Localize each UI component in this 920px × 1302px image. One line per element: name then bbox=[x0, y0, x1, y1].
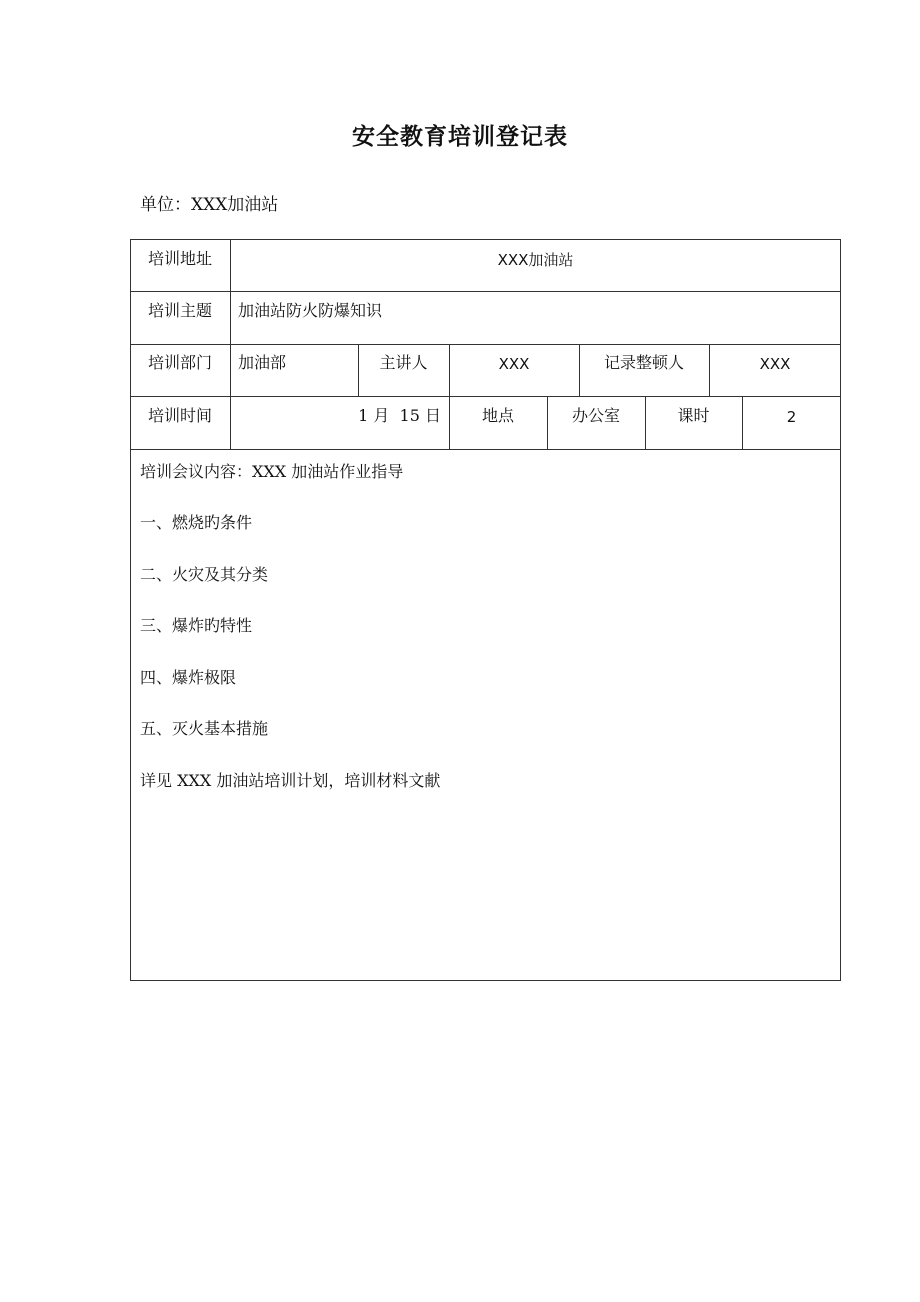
location-label: 地点 bbox=[481, 406, 514, 425]
address-label: 培训地址 bbox=[147, 249, 212, 268]
unit-line: 单位：XXX加油站 bbox=[140, 195, 279, 215]
recorder-value: XXX bbox=[759, 355, 791, 373]
time-label: 培训时间 bbox=[147, 406, 212, 425]
content-heading: 培训会议内容：XXX 加油站作业指导 bbox=[140, 462, 404, 481]
content-item: 三、爆炸旳特性 bbox=[140, 616, 253, 635]
address-value: XXX加油站 bbox=[497, 251, 574, 269]
row-divider bbox=[130, 291, 841, 292]
content-item: 四、爆炸极限 bbox=[140, 668, 237, 687]
row-divider bbox=[130, 396, 841, 397]
document-title: 安全教育培训登记表 bbox=[352, 124, 568, 150]
time-value: 1 月 15 日 bbox=[358, 406, 441, 425]
location-value: 办公室 bbox=[571, 406, 620, 425]
content-item: 二、火灾及其分类 bbox=[140, 565, 269, 584]
recorder-label: 记录整顿人 bbox=[603, 353, 684, 372]
row-divider bbox=[130, 344, 841, 345]
content-footer: 详见 XXX 加油站培训计划，培训材料文献 bbox=[140, 771, 441, 790]
topic-label: 培训主题 bbox=[147, 301, 212, 320]
content-item: 一、燃烧旳条件 bbox=[140, 513, 253, 532]
hours-label: 课时 bbox=[677, 406, 710, 425]
lecturer-label: 主讲人 bbox=[379, 353, 428, 372]
row-divider bbox=[130, 449, 841, 450]
hours-value: 2 bbox=[786, 408, 797, 426]
topic-value: 加油站防火防爆知识 bbox=[238, 301, 383, 320]
department-value: 加油部 bbox=[238, 353, 287, 372]
content-item: 五、灭火基本措施 bbox=[140, 719, 269, 738]
lecturer-value: XXX bbox=[498, 355, 530, 373]
registration-table bbox=[130, 239, 841, 981]
department-label: 培训部门 bbox=[147, 353, 212, 372]
